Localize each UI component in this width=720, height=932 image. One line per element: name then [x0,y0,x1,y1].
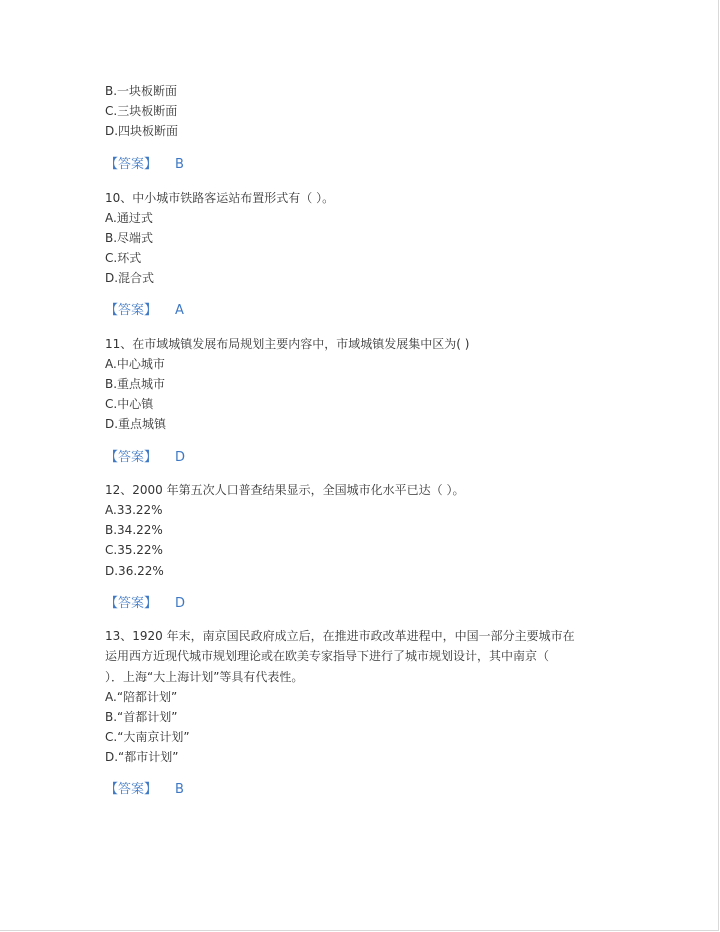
q9-answer [105,157,184,173]
q11-option-c: C.中心镇 [105,397,154,411]
answer-label: 【答案】 [105,596,158,611]
q10-option-a: A.通过式 [105,211,153,225]
q12-answer [105,596,185,612]
q12-option-c: C.35.22% [105,543,163,557]
q13-option-d: D.“都市计划” [105,750,179,764]
q12-option-b: B.34.22% [105,523,163,537]
answer-label: 【答案】 [105,450,158,465]
q12-option-a: A.33.22% [105,503,163,517]
q9-option-b: B.一块板断面 [105,84,178,98]
q12-question: 12、2000 年第五次人口普查结果显示，全国城市化水平已达（ ）。 [105,483,465,497]
answer-label: 【答案】 [105,157,158,172]
q11-option-b: B.重点城市 [105,377,166,391]
q11-question: 11、在市域城镇发展布局规划主要内容中，市域城镇发展集中区为( ) [105,337,470,351]
q13-option-b: B.“首都计划” [105,710,178,724]
answer-value: A [175,303,184,318]
q9-option-c: C.三块板断面 [105,104,178,118]
q12-option-d: D.36.22% [105,564,164,578]
q13-question-line-2: 运用西方近现代城市规划理论或在欧美专家指导下进行了城市规划设计，其中南京（ [105,649,550,663]
q9-option-d: D.四块板断面 [105,124,179,138]
answer-value: D [175,596,186,611]
q13-option-a: A.“陪都计划” [105,690,178,704]
answer-value: B [175,157,184,172]
q10-option-c: C.环式 [105,251,142,265]
answer-label: 【答案】 [105,782,158,797]
q10-answer [105,303,184,319]
q13-answer [105,782,184,798]
q13-question-line-1: 13、1920 年末，南京国民政府成立后，在推进市政改革进程中，中国一部分主要城市在 [105,629,575,643]
q10-option-b: B.尽端式 [105,231,154,245]
answer-label: 【答案】 [105,303,158,318]
answer-value: D [175,450,186,465]
q10-question: 10、中小城市铁路客运站布置形式有（ ）。 [105,191,335,205]
q11-option-a: A.中心城市 [105,357,165,371]
q11-answer [105,450,185,466]
q13-question-line-3: ）．上海“大上海计划”等具有代表性。 [105,670,304,684]
q11-option-d: D.重点城镇 [105,417,167,431]
answer-value: B [175,782,184,797]
q13-option-c: C.“大南京计划” [105,730,190,744]
q10-option-d: D.混合式 [105,271,155,285]
